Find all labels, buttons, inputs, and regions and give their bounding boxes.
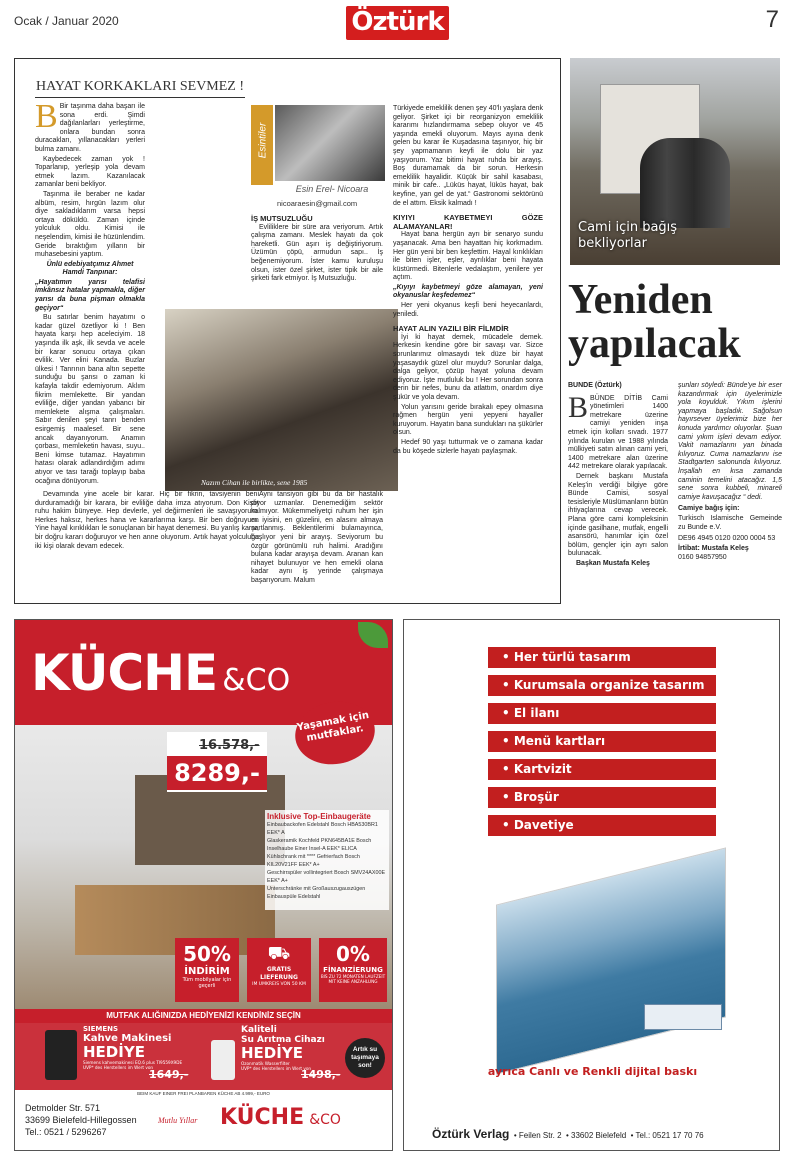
author-photo <box>275 105 385 181</box>
col1-p0: Bir taşınma daha başarı ile sona erdi. Şimdi dağılanlarları yerleştirme, onlara bundan sonra duracakları, yıllanacakları yerleri bulma zamanı. <box>35 103 145 153</box>
gift1-title: Kahve Makinesi <box>83 1033 172 1044</box>
incl-1: Glaskeramik Kochfeld PKN645BA1E Bosch <box>267 838 372 844</box>
col3b-quote: „Kıyıyı kaybetmeyi göze alamayan, yeni okyanuslar keşfedemez“ <box>393 283 543 300</box>
coffee-machine <box>45 1030 77 1080</box>
gift1-desc: Siemens kahvemakinesi EQ.6 plus TI9559X9DE <box>83 1060 183 1065</box>
section-label: Esintiler <box>257 122 269 159</box>
ozturk-tagline: ayrıca Canlı ve Renkli dijital baskı <box>487 1065 698 1078</box>
offer3-note: BIS ZU 72 MONATEN LAUFZEIT MIT KEINE ANZAHLUNG <box>320 974 386 984</box>
brochure-image <box>496 847 726 1074</box>
col1-p2: Taşınma ile beraber ne kadar albüm, resim, hırgün lazım olur diye sakladıklarım varsa hepsi ortaya döküldü. Zaman içinde yolculuk oldu. Kimisi ile neşelendim, kimisi ile hüzünlendim. Geride bıraktığım yılların bir muhasebesini yaptım. <box>35 190 145 259</box>
footer-sep1: • <box>513 1131 519 1140</box>
kuche-brand: KÜCHE <box>31 644 218 702</box>
news-p2: Başkan Mustafa Keleş <box>576 559 650 567</box>
title-rule <box>35 97 245 98</box>
col2-p0: Evliliklere bir süre ara veriyorum. Artık çalışma zamanı. Meslek hayatı da çok hareketli. Gün aşırı iş değiştiriyorum. Üzümün çöpü, armudun sapı.. İş beğenemiyorum. İster kamu kuruluşu olsun, ister özel şirket, ister tipik bir aile şirketi fark etmiyor. İş Mutsuzluğu. <box>251 223 383 283</box>
gift2-badge: Artık su taşımaya son! <box>345 1038 385 1078</box>
service-1: • Kurumsala organize tasarım <box>488 675 716 696</box>
leaf-icon <box>358 622 388 648</box>
news-r1: Camiye bağış için: <box>678 505 740 513</box>
kuche-ad[interactable] <box>14 619 393 1151</box>
sticker-text: Yaşamak için mutfaklar. <box>296 709 370 744</box>
col3c-p2: Hedef 90 yaşı tutturmak ve o zamana kadar da bu köşede sizlerle hayatı paylaşmak. <box>393 438 543 455</box>
col3-p0: Türkiyede emeklilik denen şey 40'lı yaşlara denk geliyor. Şirket içi bir reorganizyon emeklilik kararımı hızlandırmama sebep oluyor ve 45 yaşında emekli oluyorum. Mayıs ayına denk gelen bu karar ile Kuşadasına taşınıyor, hiç bir şey yapmamanın keyfi ile dolu bir yaz yaşıyorum. Yaz bitimi hayat ruhda bir arayış. Boş duramamak da bir sorun. Herkesin emeklilik hayalidir. Küçük bir sahil kasabası, minik bir cafe.. „Lüküs hayat, lüküs hayat, bak keyfine, yan gel de yat.“ Gastronomi sektörünü de el attım. Eksik kalmadı ! <box>393 105 543 207</box>
col3-heading2: HAYAT ALIN YAZILI BİR FİLMDİR <box>393 324 509 334</box>
news-r5: 0160 94857950 <box>678 554 727 562</box>
col1-p6: Devamında yine acele bir karar. Hiç bir fikrin, tavsiyenin beni durduramadığı bir karara, bir evliliğe daha imza atıyorum. Don Kişot ruhu hakim bünyeye. Hep devlerle, yel değirmenleri ile savaşıyorum. Herkes haksız, herkes hana ve kararlarıma karşı. Bir ben doğruyum. Yine hayal kırıklıkları le sonuçlanan bir hayat denemesi. Bu yanlış karar, bir doğru kararı doğuruyor ve hen anne oluyorum. Artık hayat yolculuğu iki kişi olarak devam edecek. <box>35 491 259 550</box>
gift2-hediye: HEDİYE <box>241 1044 303 1062</box>
news-byline: BUNDE (Öztürk) <box>568 382 622 389</box>
address-tel[interactable]: Tel.: 0521 / 5296267 <box>25 1127 107 1137</box>
column-body-2b <box>251 491 383 587</box>
gift2-uvp: UVP* des Herstellers im Wert von <box>241 1066 312 1071</box>
ozturk-city: 33602 Bielefeld <box>571 1131 627 1140</box>
service-4: • Kartvizit <box>488 759 716 780</box>
news-p0 <box>568 390 668 472</box>
offer-delivery <box>247 938 311 1002</box>
column-body-2 <box>251 215 383 285</box>
page-number: 7 <box>765 6 779 33</box>
ozturk-ad[interactable] <box>403 619 780 1151</box>
kuche-brand-suffix: &CO <box>222 663 291 698</box>
incl-0: Einbaubackofen Edelstahl Bosch HBA530BR1 EEK* A <box>267 822 378 836</box>
col3c-p1: Yolun yarısını geride bırakalı epey olmasına rağmen hergün yeni yepyeni hayaller kuruyorum. Hayatın bana sundukları na şükürler olsun. <box>393 403 543 437</box>
inclusive-title: Inklusive Top-Einbaugeräte <box>267 812 371 821</box>
col3b-p2: Her yeni okyanus keşfi beni heyecanlardı, yeniledi. <box>393 302 543 318</box>
photo-caption: Nazım Cihan ile birlikte, sene 1985 <box>201 478 308 487</box>
news-photo <box>570 58 780 265</box>
kuche-footer-logo <box>220 1105 341 1130</box>
col3c-p0: İyi ki hayat demek, mücadele demek. Herkesin kendine göre bir savaşı var. Sizce sorunlarımız olmasaydı tek düze bir hayat yaşasaydık güzel olur muydu? Sorunlar dalga, dalga geliyor, çözüp hayat yoluna devam ediyoruz. İşte mutluluk bu ! Her sorundan sonra derin bir nefes, bunu da atlattım, onardım diye şükür ve yola devam. <box>393 333 543 401</box>
column-title: HAYAT KORKAKLARI SEVMEZ ! <box>35 79 245 94</box>
column-body-1b <box>35 491 259 552</box>
footer-sep3: • <box>630 1131 636 1140</box>
offer-discount <box>175 938 239 1002</box>
news-r2: Turkisch Islamische Gemeinde zu Bunde e.V. <box>678 514 782 531</box>
old-price: 16.578,- <box>199 738 260 753</box>
header-logo <box>346 6 449 40</box>
truck-icon: ⛟ <box>267 943 291 964</box>
logo-text: Öztürk <box>351 7 444 37</box>
footer-sep2: • <box>566 1131 572 1140</box>
services-list <box>488 647 716 843</box>
gift1-price: 1649,- <box>149 1068 189 1081</box>
news-headline: Yeniden yapılacak <box>568 277 741 367</box>
offer1-small: İNDİRİM <box>184 966 230 977</box>
incl-6: Einbauspüle Edelstahl <box>267 894 321 900</box>
inclusive-list <box>267 821 387 901</box>
col3-heading: KIYIYI KAYBETMEYI GÖZE ALAMAYANLAR! <box>393 213 543 231</box>
gift2-price: 1498,- <box>301 1068 341 1081</box>
gift-bar: MUTFAK ALIĞINIZDA HEDİYENİZİ KENDİNİZ SEÇİN <box>15 1009 392 1023</box>
news-p0-text: BÜNDE DİTİB Cami yönetimleri 1400 metrekare üzerine camiyi yeniden inşa etmek için kolları sıvadı. 1977 yılında kurulan ve 1988 yılında mülkiyeti satın alınan cami yeri, 1400 metrekare alan üzerine 442 metrekare olarak yapılacak. <box>568 394 668 471</box>
ozturk-company: Öztürk Verlag <box>432 1127 510 1141</box>
column-article <box>14 58 561 604</box>
news-r0: şunları söyledi: Bünde'ye bir eser kazandırmak için üyelerimizle yola koyulduk. Yıkım işlerini yapmaya başladık. Sağolsun hayırsever üyelerimiz bize her konuda yardımcı oluyorlar. Şuan cami yıkım işleri devam ediyor. Vakit namazlarını yan binada kılıyoruz. Cuma namazlarını ise Stadtgarten salonunda kılıyoruz. İnşallah en kısa zamanda caminin temelini atacağız. 1,5 sene sonra kubbeli, minareli camiye kavuşacağız “ dedi. <box>678 382 782 501</box>
news-body-left <box>568 382 668 569</box>
photo-caption-news: Cami için bağış bekliyorlar <box>578 220 678 251</box>
service-6: • Davetiye <box>488 815 716 836</box>
water-filter <box>211 1040 235 1080</box>
ozturk-address: Feilen Str. 2 <box>518 1131 562 1140</box>
dropcap-paragraph <box>35 98 145 155</box>
service-0: • Her türlü tasarım <box>488 647 716 668</box>
news-p1: Dernek başkanı Mustafa Keleş'in verdiği bilgiye göre Bünde Camisi, sosyal tesisleriyle Müslümanların bütün ihtiyaçlarına cevap verecek. Plana göre cami kompleksinin içinde gasilhane, mutfak, engelli asansörü, hanımlar için özel bölüm, gençler için ayrı salon bulunacak. <box>568 472 668 558</box>
kuche-address <box>25 1102 137 1138</box>
author-email[interactable]: nicoaraesin@gmail.com <box>277 199 358 208</box>
news-r4: İrtibat: Mustafa Keleş <box>678 544 749 552</box>
inclusive-box <box>265 810 389 910</box>
news-body-right <box>678 382 782 564</box>
service-3: • Menü kartları <box>488 731 716 752</box>
gift2 <box>241 1025 345 1071</box>
col2-heading: İŞ MUTSUZLUĞU <box>251 214 313 223</box>
service-5: • Broşür <box>488 787 716 808</box>
col1-p1: Kaybedecek zaman yok ! Toparlanıp, yerleşip yola devam etmek lazım. Kazanılacak zamanlar beni bekliyor. <box>35 155 145 189</box>
offer1-note: Tüm mobilyalar için geçerli <box>182 977 232 989</box>
column-body-1 <box>35 98 145 487</box>
gift1-brand: SIEMENS <box>83 1025 119 1033</box>
people <box>640 138 730 228</box>
author-name: Esin Erel- Nicoara <box>295 184 369 194</box>
column-body-3 <box>393 105 543 457</box>
gift2-desc: Ozonmatik Wasserfilter <box>241 1061 290 1066</box>
offer3-big: 0% <box>336 942 370 966</box>
ship-image <box>644 1004 722 1030</box>
column-photo <box>165 309 398 491</box>
ozturk-footer <box>432 1125 704 1143</box>
address-line2: 33699 Bielefeld-Hillegossen <box>25 1115 137 1125</box>
dropcap: B <box>35 98 58 135</box>
offer1-big: 50% <box>183 942 231 966</box>
offer-financing <box>319 938 387 1002</box>
gift2-title1: Kaliteli <box>241 1025 277 1035</box>
col2-p1: Aynı tansiyon gibi bu da bir hastalık diyor uzmanlar. Denemediğim sektör kalmıyor. Mükemmeliyetçi ruhum her işin en iyisini, en güzelini, en alasını almaya şartlanmış. Beklentilerimi bulamayınca, başlıyor yeni bir arayış. Seviyorum bu özgür görünümlü ruh halimi. Aradığını bulana kadar arayışa devam. Aranan kan nihayet bulunuyor ve hen emekli olana kadar aynı iş yerinde çalışmaya başarıyorum. Malum <box>251 491 383 584</box>
gift1 <box>83 1025 195 1070</box>
header-date: Ocak / Januar 2020 <box>14 14 119 28</box>
footer-brand: KÜCHE <box>220 1105 305 1130</box>
col1-quote: „Hayatımın yarısı telafisi imkânsız hatalar yapmakla, diğer yarısı da buna pişman olmakla geçiyor“ <box>35 278 145 312</box>
offer2-note: IM UMKREIS VON 50 KM <box>252 982 306 987</box>
address-line1: Detmolder Str. 571 <box>25 1103 101 1113</box>
incl-4: Geschirrspüler vollintegriert Bosch SMV24AX00E EEK* A+ <box>267 870 386 884</box>
incl-3: Kühlschrank mit **** Gefrierfach Bosch KIL20V21FF EEK* A+ <box>267 854 360 868</box>
greeting: Mutlu Yıllar <box>158 1116 198 1125</box>
news-dropcap: B <box>568 390 589 424</box>
gift1-uvp: UVP* des Herstellers im Wert von <box>83 1065 154 1070</box>
incl-5: Unterschränke mit Großauszugauszügen <box>267 886 366 892</box>
footer-brand-suffix: &CO <box>309 1112 341 1128</box>
author-box <box>251 105 386 197</box>
kuche-logo <box>31 644 290 702</box>
offer2-small: GRATIS LIEFERUNG <box>260 966 298 981</box>
ozturk-tel[interactable]: Tel.: 0521 17 70 76 <box>635 1131 704 1140</box>
col1-p5: Bu satırlar benim hayatımı o kadar güzel özetliyor ki ! Ben hayata karşı hep aceleciyim. 18 yaşında ilk aşk, ilk sevda ve acele bir karar sonucu ortaya çıkan evlilik. Ver elini Kanada. Buzlar ülkesi ! Tanrının bana altın sepette sunduğu bu şansı o zaman ki kafayla takdir edemiyorum. Aklım fikrim memlekette. Bir yandan evliliğe, diğer yandan yabancı bir memlekete alışma çalışmaları. Sabır denilen şeyi tanrı benden esirgemiş maalesef. Bir sene ancak dayanıyorum. Anamın çorbası, memleketin havası, suyu.. Beni kimse tutamaz. Hayatımın hatası olarak adlandırdığım adımı atıyor ve tası tarağı toplayıp baba ocağına dönüyorum. <box>35 314 145 485</box>
fineprint: BEIM KAUF EINER FREI PLANBAREN KÜCHE AB 4.999,- EURO <box>137 1091 270 1096</box>
incl-2: Inselhaube Einer Insel-A EEK* ELICA <box>267 846 357 852</box>
gift1-hediye: HEDİYE <box>83 1043 145 1061</box>
new-price: 8289,- <box>167 756 267 790</box>
offer3-small: FİNANZİERUNG <box>323 966 383 974</box>
col1-p3: Ünlü edebiyatçımız Ahmet Hamdi Tanpınar: <box>46 260 134 277</box>
news-r3: DE96 4945 0120 0200 0004 53 <box>678 535 776 543</box>
col3b-p0: Hayat bana hergün ayrı bir senaryo sundu yaşanacak. Ama ben hayattan hiç korkmadım. Her gün yeni bir ben keşfettim. Hayal kırıklıkları ile biten işler, eşler, ayrılıklar beni hayata küstürmedi. Bitenlerle vedalaştım, yenilere yer açtım. <box>393 231 543 282</box>
gift2-title2: Su Arıtma Cihazı <box>241 1035 325 1045</box>
service-2: • El ilanı <box>488 703 716 724</box>
